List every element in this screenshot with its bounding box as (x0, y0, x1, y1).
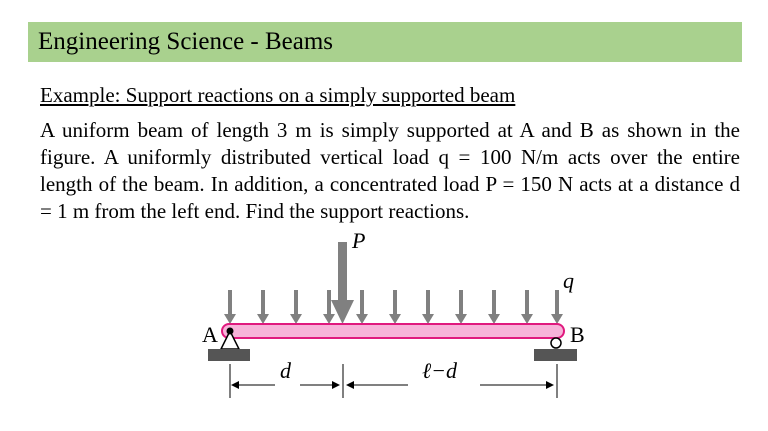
beam-diagram (0, 228, 768, 428)
beam (222, 324, 564, 338)
example-heading: Example: Support reactions on a simply supported beam (40, 83, 516, 107)
load-arrow (455, 290, 467, 324)
problem-statement: A uniform beam of length 3 m is simply supported at A and B as shown in the figure. A uniformly distributed vertical load q = 100 N/m acts over the entire length of the beam. In addition, a concentrated load P = 150 N acts at a distance d = 1 m from the left end. Find the support reactions. (40, 118, 740, 223)
support-a-label: A (202, 322, 218, 347)
load-arrow (356, 290, 368, 324)
concentrated-load-arrow (331, 242, 354, 324)
dim-d-label: d (280, 358, 291, 383)
load-arrow (257, 290, 269, 324)
load-arrow (521, 290, 533, 324)
load-arrow (488, 290, 500, 324)
load-p-label: P (352, 228, 366, 253)
load-arrow (389, 290, 401, 324)
page-title: Engineering Science - Beams (38, 28, 334, 55)
load-arrow (551, 290, 563, 324)
title-bar (28, 22, 742, 62)
support-b-label: B (570, 322, 585, 347)
dim-rest-label: ℓ−d (422, 358, 458, 383)
load-arrow (323, 290, 335, 324)
load-arrow (290, 290, 302, 324)
load-q-label: q (563, 268, 574, 293)
distributed-load-arrows (224, 290, 563, 324)
load-arrow (224, 290, 236, 324)
load-arrow (422, 290, 434, 324)
